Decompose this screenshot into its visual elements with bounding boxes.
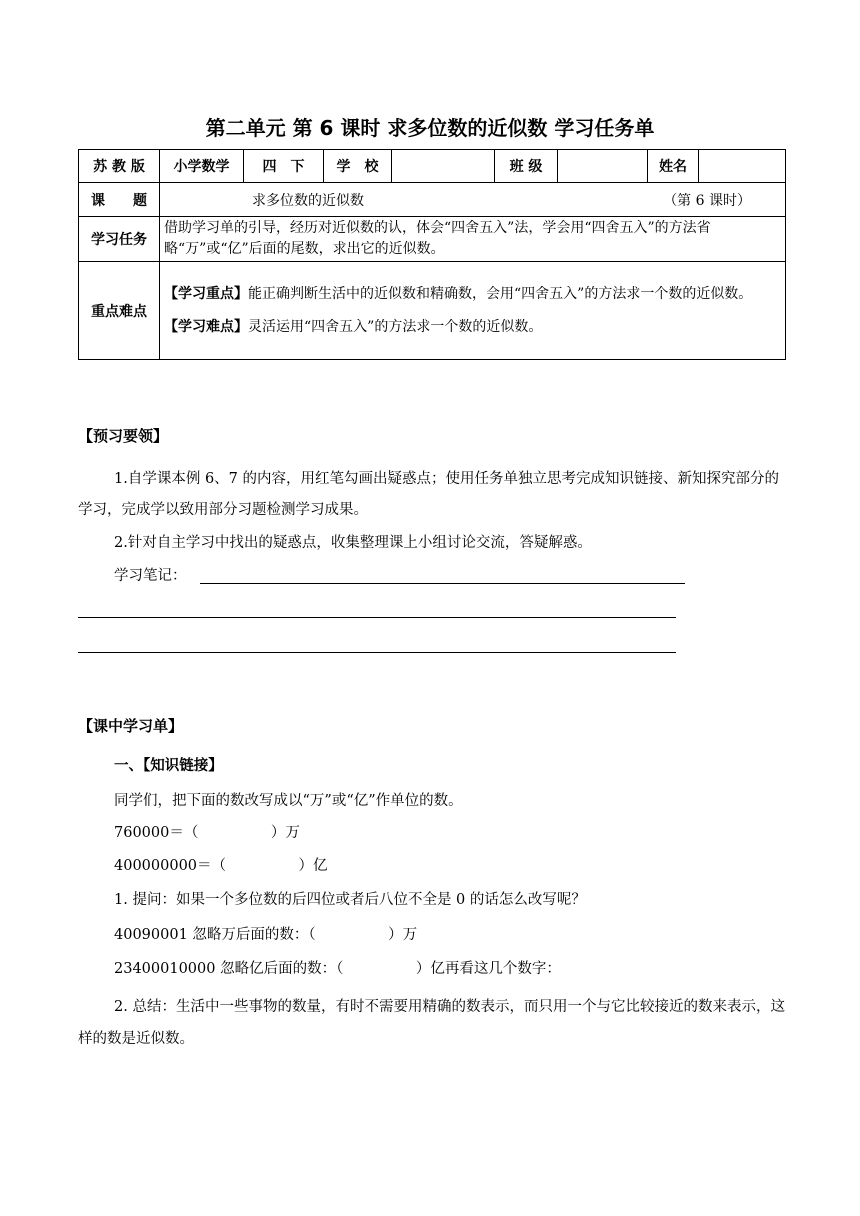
exercise-400000000: 400000000＝（ ）亿 [114,858,328,874]
key-points-label: 重点难点 [79,262,160,360]
difficulty-line [164,311,781,344]
notes-line-3[interactable] [78,652,676,653]
class-field[interactable] [558,150,648,183]
preview-item-1: 1.自学课本例 6、7 的内容，用红笔勾画出疑惑点；使用任务单独立思考完成知识链接、新知探究部分的学习，完成学以致用部分习题检测学习成果。 [78,471,779,518]
difficulty-tag: 【学习难点】 [164,318,248,335]
focus-tag: 【学习重点】 [164,285,248,302]
task-row [79,217,786,262]
notes-line-1[interactable] [200,583,685,584]
topic-row [79,183,786,217]
task-label: 学习任务 [79,217,160,262]
lesson-info-table [78,149,786,360]
question-2-summary: 2. 总结：生活中一些事物的数量，有时不需要用精确的数表示，而只用一个与它比较接近的数来表示，这样的数是近似数。 [78,999,785,1047]
topic-cell [160,183,786,217]
knowledge-link-heading: 一、【知识链接】 [114,757,223,774]
grade-cell: 四 下 [244,150,324,183]
subject-cell: 小学数学 [160,150,244,183]
class-label: 班 级 [495,150,558,183]
topic-text: 求多位数的近似数 [252,192,364,209]
question-1: 1. 提问：如果一个多位数的后四位或者后八位不全是 0 的话怎么改写呢？ [114,892,586,908]
difficulty-text: 灵活运用“四舍五入”的方法求一个数的近似数。 [248,318,543,335]
header-row [79,150,786,183]
classwork-heading: 【课中学习单】 [78,717,184,735]
notes-line-2[interactable] [78,617,676,618]
key-points-row [79,262,786,360]
focus-line [164,278,781,311]
school-field[interactable] [392,150,495,183]
notes-label: 学习笔记： [114,568,187,584]
topic-label: 课 题 [79,183,160,217]
exercise-23400010000: 23400010000 忽略亿后面的数：（ ）亿再看这几个数字： [114,961,561,977]
page-title: 第二单元 第 6 课时 求多位数的近似数 学习任务单 [205,116,655,140]
preview-heading: 【预习要领】 [78,427,169,445]
exercise-40090001: 40090001 忽略万后面的数：（ ）万 [114,927,418,943]
focus-text: 能正确判断生活中的近似数和精确数，会用“四舍五入”的方法求一个数的近似数。 [248,285,753,302]
name-field[interactable] [699,150,786,183]
key-points-cell [160,262,786,360]
preview-item-2: 2.针对自主学习中找出的疑惑点，收集整理课上小组讨论交流，答疑解惑。 [114,535,592,551]
exercise-760000: 760000＝（ ）万 [114,825,300,841]
intro-text: 同学们，把下面的数改写成以“万”或“亿”作单位的数。 [114,793,463,809]
name-label: 姓名 [648,150,699,183]
task-text: 借助学习单的引导，经历对近似数的认，体会“四舍五入”法，学会用“四舍五入”的方法省略“万”或“亿”后面的尾数，求出它的近似数。 [160,217,786,262]
lesson-number: （第 6 课时） [663,192,751,209]
publisher-cell: 苏 教 版 [79,150,160,183]
school-label: 学 校 [324,150,392,183]
